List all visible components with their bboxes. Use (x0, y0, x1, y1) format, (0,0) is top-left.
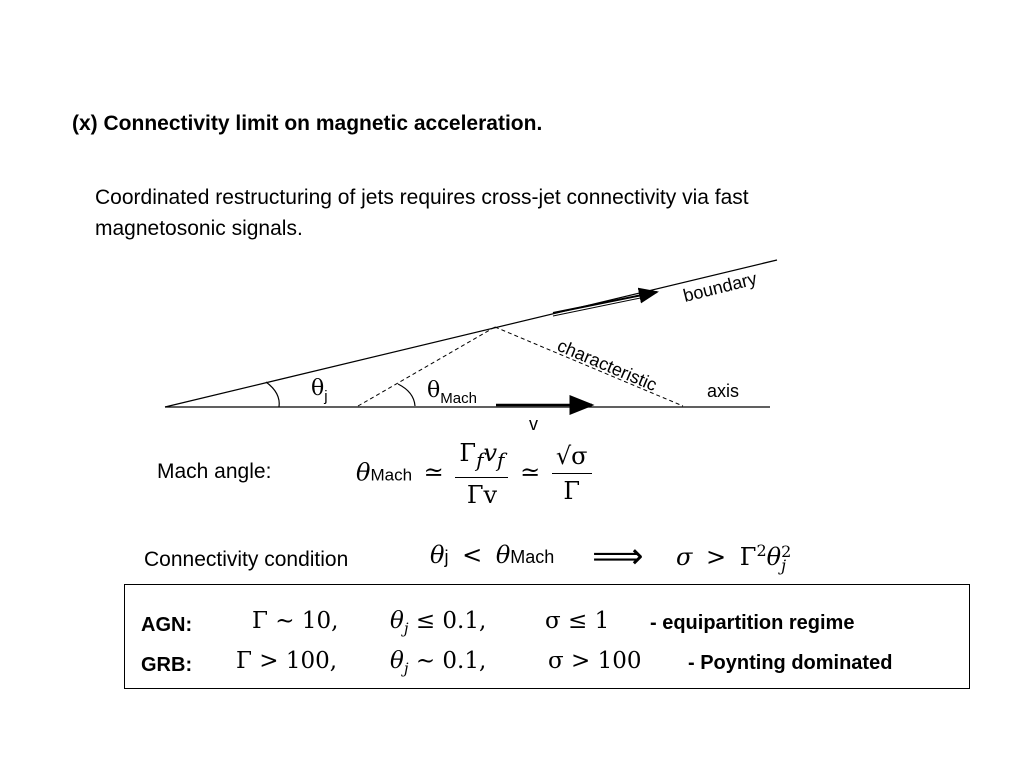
grb-sigma: σ > 100 (548, 648, 642, 674)
connectivity-inequality: θj < θMach (430, 541, 555, 569)
mach-fraction-1: $\frac{\Gamma_fv_f}{\Gamma v}$ (455, 436, 508, 512)
grb-regime-description: - Poynting dominated (688, 652, 893, 674)
approx-symbol-1: ≃ (423, 458, 444, 487)
theta-mach-arc (398, 384, 415, 406)
slide-title: (x) Connectivity limit on magnetic acceleration. (72, 112, 543, 135)
implies-arrow: ⟹ (592, 536, 644, 577)
mach-fraction-2: $\frac{√\sigma}{\Gamma}$ (552, 439, 592, 508)
agn-theta: $\theta_j \le 0.1$, (390, 608, 487, 638)
agn-gamma: Γ ∼ 10, (252, 608, 339, 634)
velocity-label: v (529, 414, 538, 434)
approx-symbol-2: ≃ (520, 458, 541, 487)
grb-theta: $\theta_j$ ∼ 0.1, (390, 648, 487, 678)
characteristic-label: characteristic (554, 335, 660, 396)
connectivity-result: $\sigma > \Gamma^2\theta$ 2 j (676, 541, 792, 575)
mach-angle-label: Mach angle: (157, 460, 272, 483)
boundary-arrow (553, 292, 657, 313)
mach-angle-equation (356, 436, 592, 512)
intro-text: Coordinated restructuring of jets requires cross-jet connectivity via fast magnetosonic signals. (95, 186, 749, 240)
boundary-arrow-shadow (553, 296, 650, 316)
connectivity-condition-label: Connectivity condition (144, 548, 349, 571)
agn-regime-description: - equipartition regime (650, 612, 855, 634)
mach-lhs-theta: θ (356, 458, 371, 487)
grb-gamma: Γ > 100, (236, 648, 338, 674)
mach-lhs-sub: Mach (370, 465, 413, 485)
theta-j-label: $\theta_j$ (311, 376, 328, 405)
jet-boundary-line (165, 260, 777, 407)
theta-j-arc (266, 382, 279, 407)
grb-label: GRB: (141, 654, 193, 676)
agn-sigma: σ ≤ 1 (545, 608, 610, 634)
agn-label: AGN: (141, 614, 193, 636)
axis-label: axis (707, 381, 740, 401)
boundary-label: boundary (681, 268, 759, 306)
theta-mach-label: $\theta_{Mach}$ (427, 378, 477, 407)
